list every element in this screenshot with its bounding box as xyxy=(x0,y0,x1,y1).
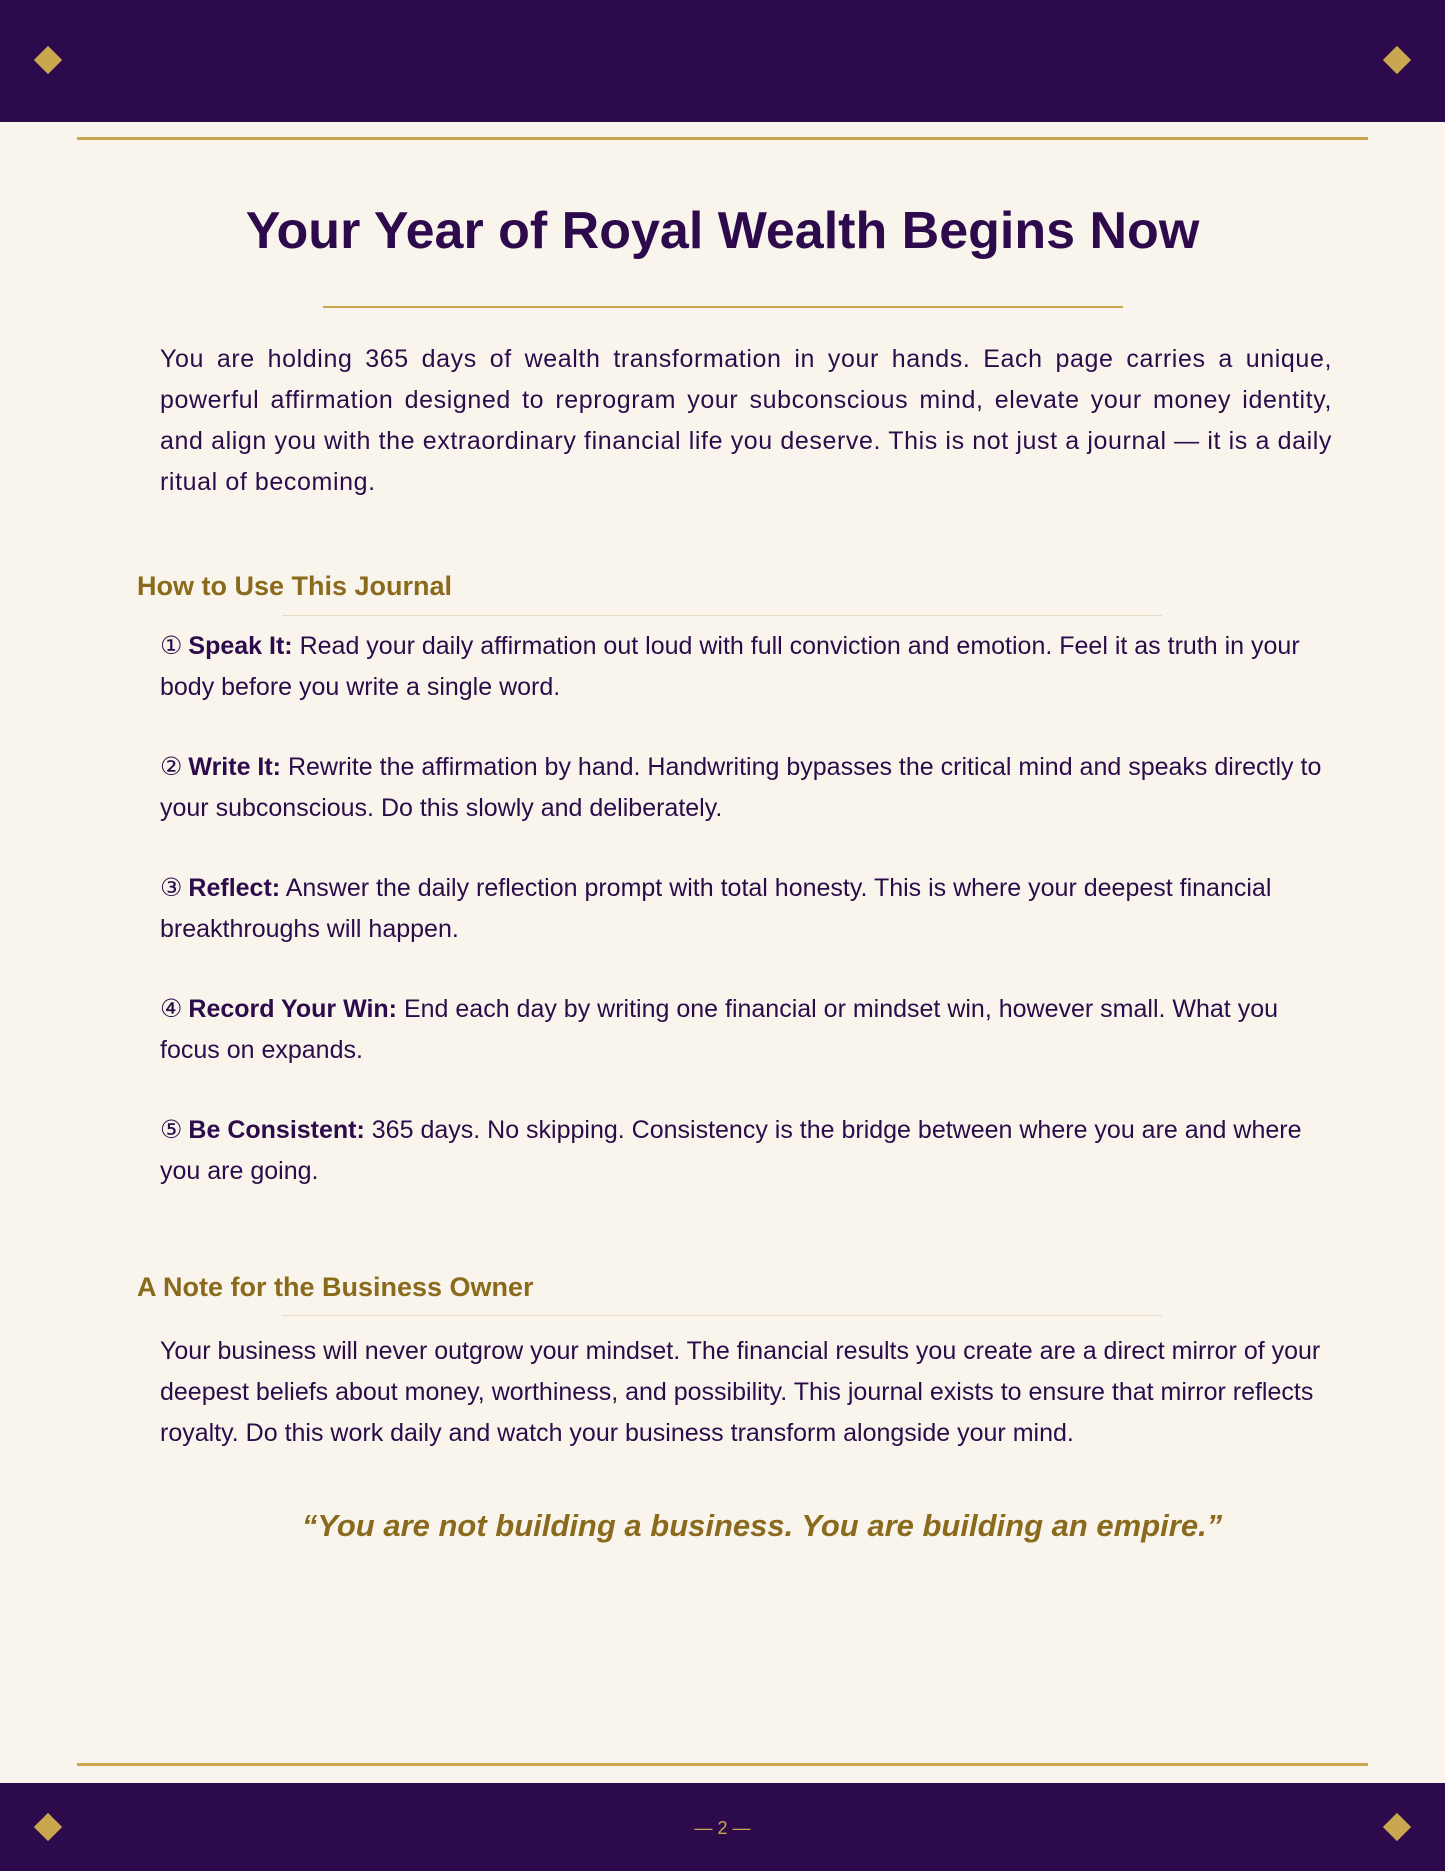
header-band xyxy=(0,0,1445,122)
step-item xyxy=(160,747,1340,829)
step-item xyxy=(160,868,1340,950)
step-text: 365 days. No skipping. Consistency is the bridge between where you are and where you are going. xyxy=(160,1116,1302,1185)
step-text: Answer the daily reflection prompt with total honesty. This is where your deepest financial breakthroughs will happen. xyxy=(160,874,1272,943)
step-number: ③ xyxy=(160,874,183,902)
section-divider-how-to xyxy=(282,615,1162,616)
step-number: ② xyxy=(160,753,183,781)
step-item xyxy=(160,626,1340,708)
title-underline xyxy=(323,306,1123,308)
page-title: Your Year of Royal Wealth Begins Now xyxy=(245,202,1200,260)
note-paragraph: Your business will never outgrow your mindset. The financial results you create are a direct mirror of your deepest beliefs about money, worthiness, and possibility. This journal exists to ensure that mirror reflects royalty. Do this work daily and watch your business transform alongside your mind. xyxy=(160,1337,1321,1447)
section-heading-business-owner: A Note for the Business Owner xyxy=(137,1272,534,1302)
step-label: Reflect: xyxy=(188,874,281,902)
step-label: Be Consistent: xyxy=(188,1116,365,1144)
step-text: Read your daily affirmation out loud with full conviction and emotion. Feel it as truth in your body before you write a single word. xyxy=(160,632,1300,701)
step-label: Record Your Win: xyxy=(188,995,398,1023)
step-text: End each day by writing one financial or mindset win, however small. What you focus on expands. xyxy=(160,995,1279,1064)
section-divider-business-owner xyxy=(282,1315,1162,1316)
step-number: ④ xyxy=(160,995,183,1023)
intro-paragraph: You are holding 365 days of wealth transformation in your hands. Each page carries a unique, powerful affirmation designed to reprogram your subconscious mind, elevate your money identity, and align you with the extraordinary financial life you deserve. This is not just a journal — it is a daily ritual of becoming. xyxy=(160,345,1332,496)
section-heading-how-to: How to Use This Journal xyxy=(137,571,453,601)
step-item xyxy=(160,1110,1340,1192)
page-number: — 2 — xyxy=(694,1818,751,1838)
step-text: Rewrite the affirmation by hand. Handwriting bypasses the critical mind and speaks directly to your subconscious. Do this slowly and deliberately. xyxy=(160,753,1322,822)
bottom-gold-rule xyxy=(77,1763,1368,1766)
step-label: Write It: xyxy=(188,753,282,781)
top-gold-rule xyxy=(77,137,1368,140)
step-item xyxy=(160,989,1340,1071)
closing-quote: “You are not building a business. You are building an empire.” xyxy=(301,1508,1223,1543)
step-label: Speak It: xyxy=(188,632,293,660)
step-number: ⑤ xyxy=(160,1116,183,1144)
step-number: ① xyxy=(160,632,183,660)
